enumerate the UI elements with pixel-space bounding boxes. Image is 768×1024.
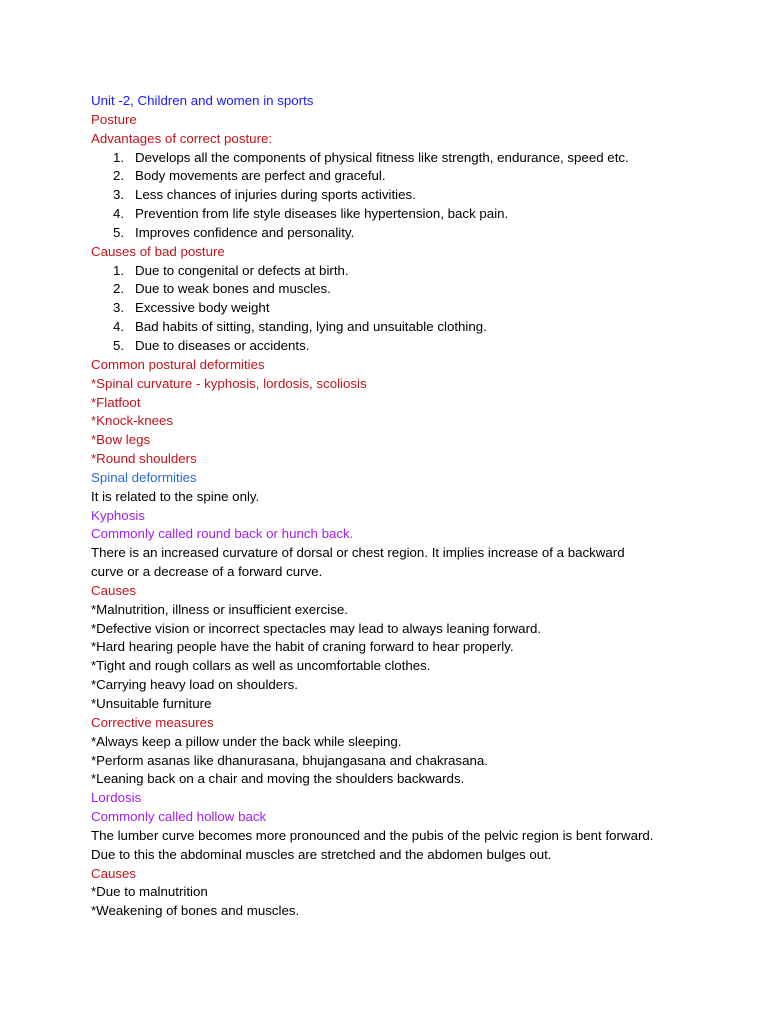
kyphosis-causes-heading: Causes	[91, 582, 137, 598]
advantages-heading: Advantages of correct posture:	[91, 130, 273, 146]
list-item: 3. Excessive body weight	[113, 300, 270, 316]
list-item: 4. Prevention from life style diseases like hypertension, back pain.	[113, 206, 509, 222]
deformity-item: *Flatfoot	[91, 394, 141, 410]
kyphosis-text-line: There is an increased curvature of dorsal or chest region. It implies increase of a backward	[91, 545, 625, 561]
corrective-item: *Leaning back on a chair and moving the shoulders backwards.	[91, 771, 465, 787]
cause-item: *Tight and rough collars as well as uncomfortable clothes.	[91, 658, 431, 674]
cause-item: *Malnutrition, illness or insufficient exercise.	[91, 601, 348, 617]
list-item: 3. Less chances of injuries during sports activities.	[113, 187, 416, 203]
list-item: 4. Bad habits of sitting, standing, lying and unsuitable clothing.	[113, 319, 487, 335]
spinal-deformities-heading: Spinal deformities	[91, 469, 197, 485]
bad-posture-causes-list	[91, 262, 711, 356]
cause-item: *Hard hearing people have the habit of craning forward to hear properly.	[91, 639, 514, 655]
corrective-item: *Always keep a pillow under the back while sleeping.	[91, 733, 402, 749]
corrective-item: *Perform asanas like dhanurasana, bhujangasana and chakrasana.	[91, 752, 488, 768]
cause-item: *Due to malnutrition	[91, 884, 208, 900]
lordosis-text-line: The lumber curve becomes more pronounced and the pubis of the pelvic region is bent forward.	[91, 827, 654, 843]
lordosis-text-line: Due to this the abdominal muscles are stretched and the abdomen bulges out.	[91, 846, 552, 862]
lordosis-subheading: Commonly called hollow back	[91, 809, 267, 825]
kyphosis-subheading: Commonly called round back or hunch back.	[91, 526, 354, 542]
corrective-measures-heading: Corrective measures	[91, 714, 214, 730]
list-item: 5. Improves confidence and personality.	[113, 224, 355, 240]
document-page	[91, 92, 711, 921]
deformity-item: *Bow legs	[91, 432, 151, 448]
bad-posture-causes-heading: Causes of bad posture	[91, 243, 225, 259]
list-item: 1. Develops all the components of physical fitness like strength, endurance, speed etc.	[113, 149, 629, 165]
deformity-item: *Knock-knees	[91, 413, 174, 429]
cause-item: *Unsuitable furniture	[91, 696, 212, 711]
advantages-list	[91, 149, 711, 243]
kyphosis-heading: Kyphosis	[91, 507, 145, 523]
cause-item: *Weakening of bones and muscles.	[91, 903, 300, 919]
lordosis-causes-heading: Causes	[91, 865, 137, 881]
cause-item: *Carrying heavy load on shoulders.	[91, 677, 298, 693]
list-item: 5. Due to diseases or accidents.	[113, 337, 310, 353]
deformities-heading: Common postural deformities	[91, 356, 265, 372]
unit-title: Unit -2, Children and women in sports	[91, 93, 314, 108]
cause-item: *Defective vision or incorrect spectacles may lead to always leaning forward.	[91, 620, 542, 636]
kyphosis-text-line: curve or a decrease of a forward curve.	[91, 564, 323, 580]
deformity-item: *Spinal curvature - kyphosis, lordosis, scoliosis	[91, 375, 367, 391]
list-item: 1. Due to congenital or defects at birth.	[113, 262, 349, 278]
spinal-deformities-text: It is related to the spine only.	[91, 488, 260, 504]
posture-heading: Posture	[91, 111, 137, 127]
lordosis-heading: Lordosis	[91, 790, 142, 806]
list-item: 2. Due to weak bones and muscles.	[113, 281, 331, 297]
deformity-item: *Round shoulders	[91, 451, 197, 467]
list-item: 2. Body movements are perfect and graceful.	[113, 168, 386, 184]
